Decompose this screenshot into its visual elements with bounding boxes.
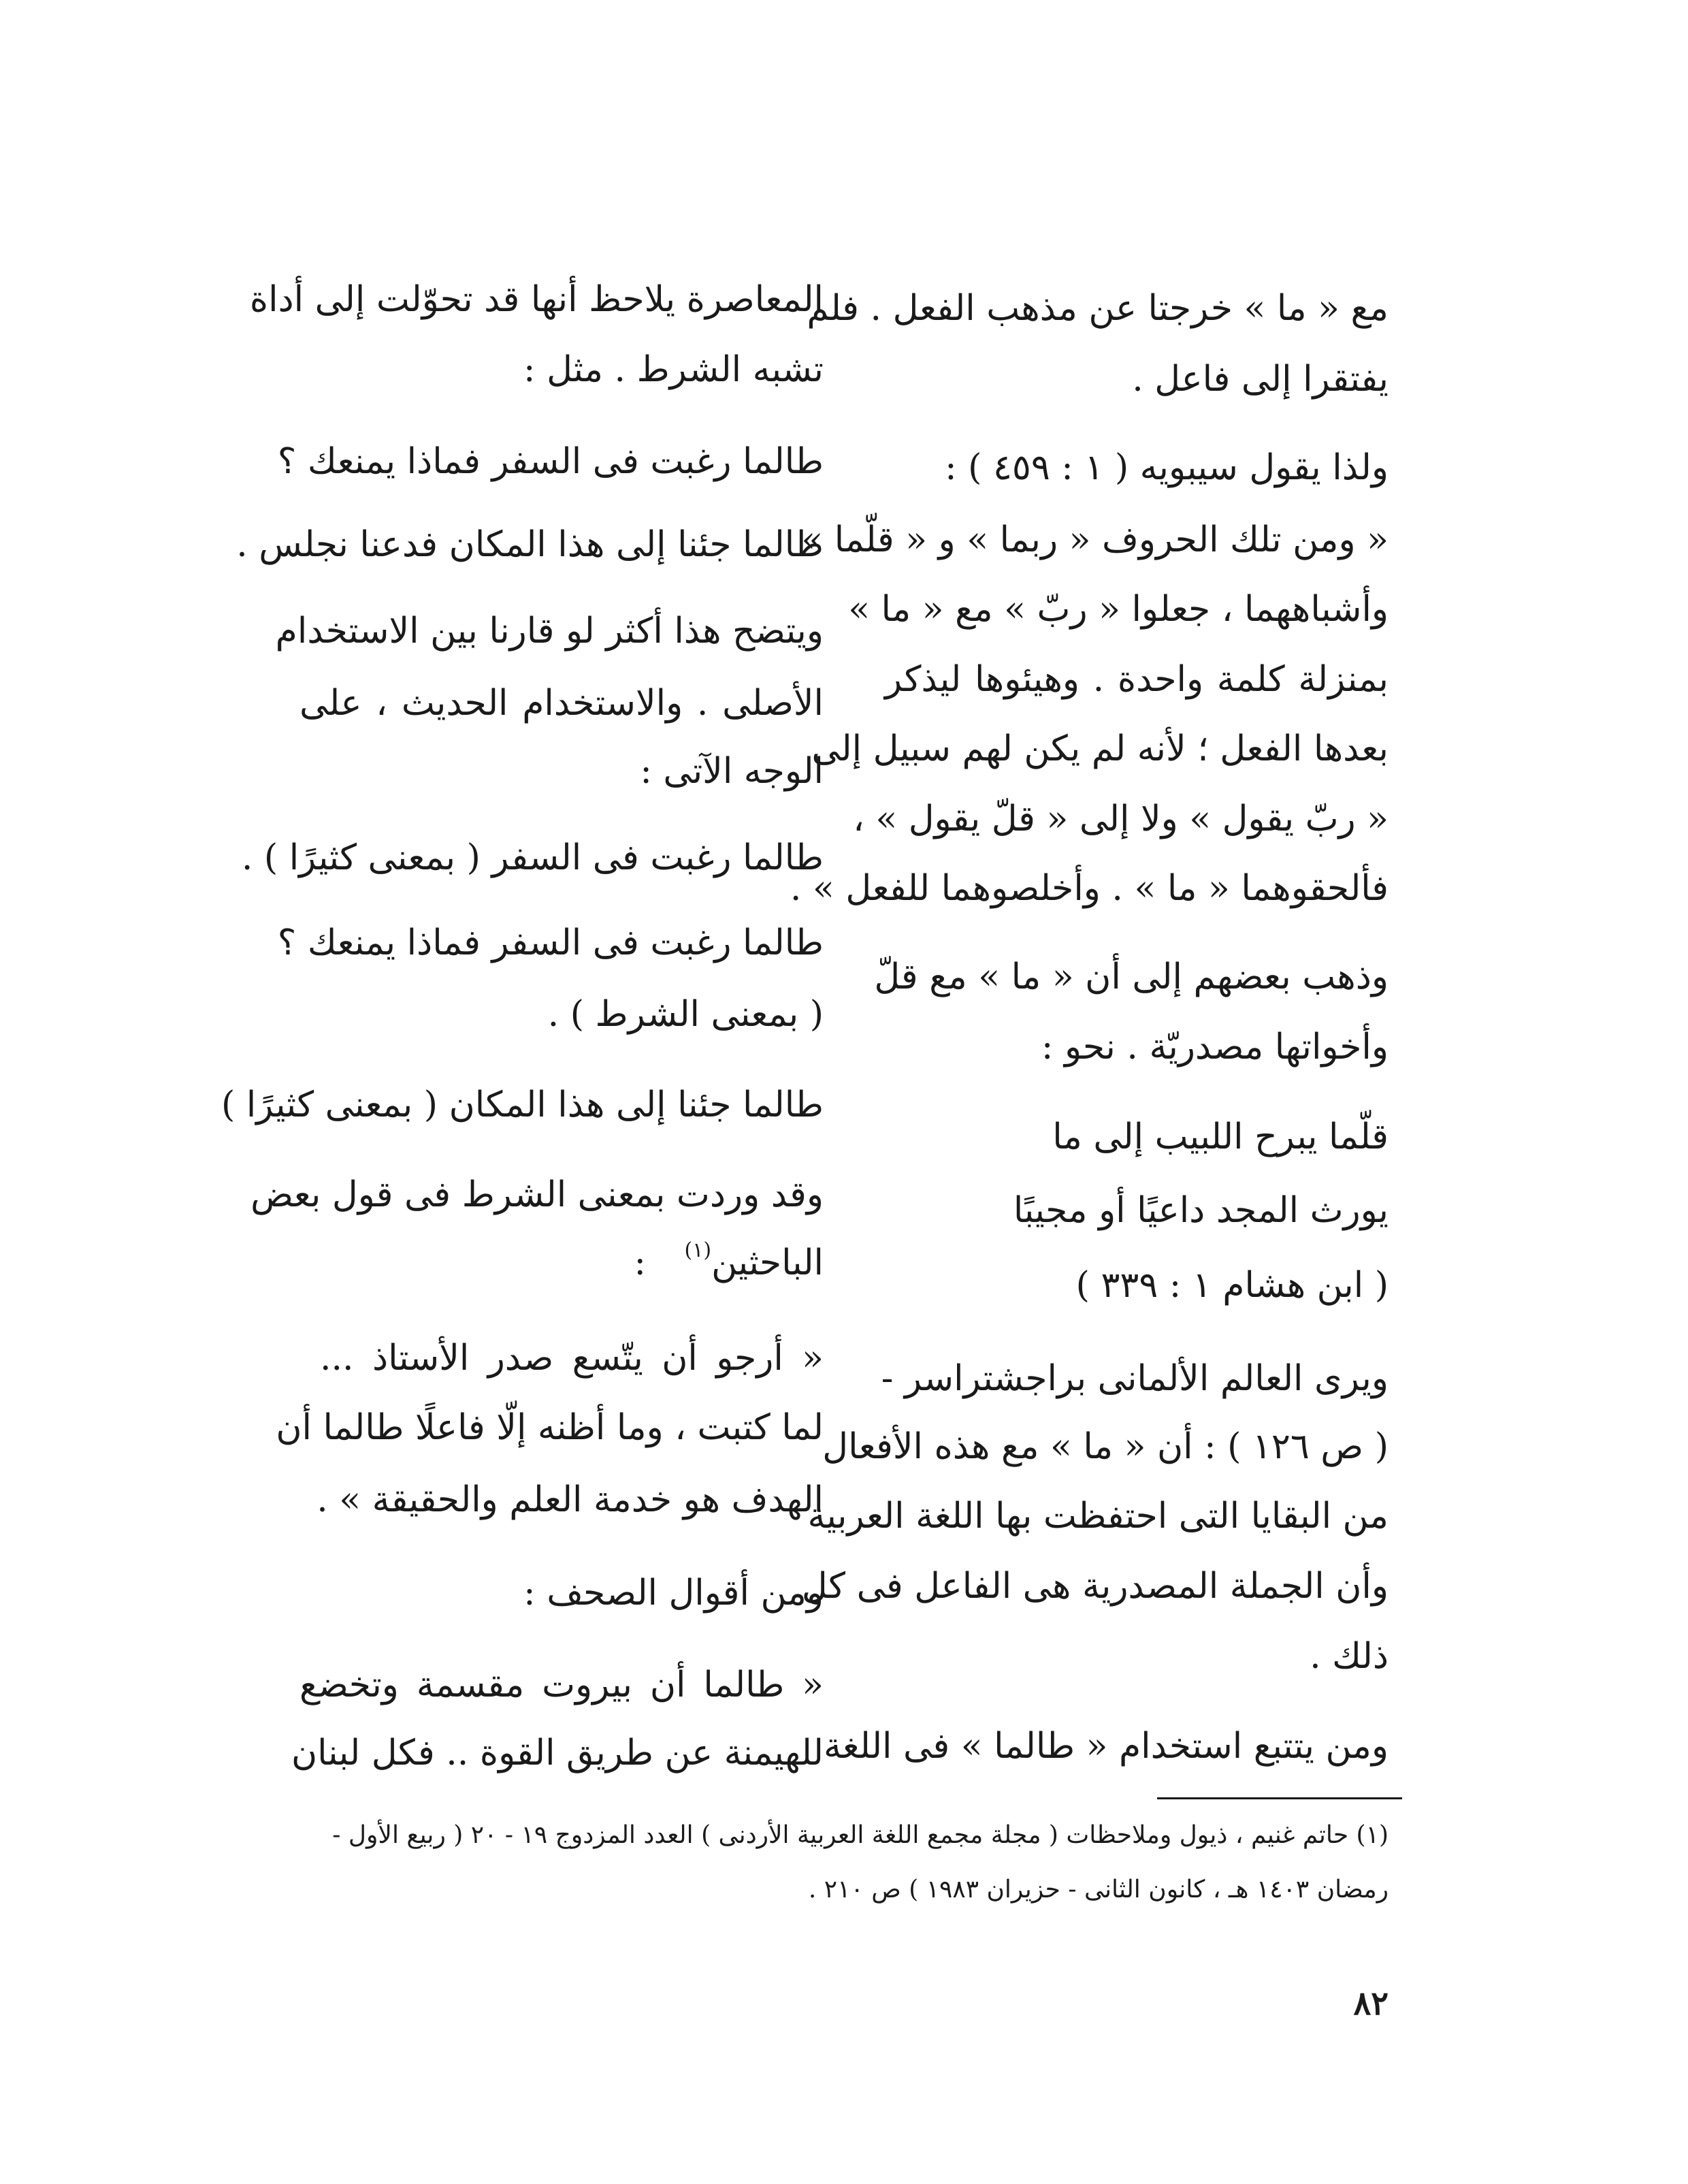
example-line: طالما رغبت فى السفر فماذا يمنعك ؟ <box>277 441 824 482</box>
page-number: ٨٢ <box>1353 1985 1389 2023</box>
quote-line: « طالما أن بيروت مقسمة وتخضع <box>299 1665 824 1705</box>
quote-line: « أرجو أن يتّسع صدر الأستاذ ... <box>320 1338 824 1379</box>
footnote-line: رمضان ١٤٠٣ هـ ، كانون الثانى - حزيران ١٩٨٣ ) ص ٢١٠ . <box>808 1876 1389 1904</box>
text-line: وأشباههما ، جعلوا « ربّ » مع « ما » <box>848 589 1389 630</box>
colon: : <box>634 1242 646 1283</box>
text-line: وذهب بعضهم إلى أن « ما » مع قلّ <box>874 957 1389 997</box>
text-line: فألحقوهما « ما » . وأخلصوهما للفعل » . <box>790 868 1389 909</box>
verse-line: قلّما يبرح اللبيب إلى ما <box>1052 1117 1389 1157</box>
text-line: الأصلى . والاستخدام الحديث ، على <box>299 683 824 724</box>
footnote-line: (١) حاتم غنيم ، ذيول وملاحظات ( مجلة مجمع اللغة العربية الأردنى ) العدد المزدوج ١٩ - ٢٠ ( ربيع الأول - <box>332 1821 1389 1849</box>
text-line: ويرى العالم الألمانى براجشتراسر - <box>881 1358 1389 1399</box>
example-line: ( بمعنى الشرط ) . <box>547 994 824 1035</box>
text-line: « ومن تلك الحروف « ربما » و « قلّما » <box>801 519 1389 560</box>
left-column <box>221 0 824 2184</box>
text-line: تشبه الشرط . مثل : <box>523 349 824 390</box>
text-line: ومن أقوال الصحف : <box>523 1573 824 1613</box>
text-line: المعاصرة يلاحظ أنها قد تحوّلت إلى أداة <box>249 279 824 320</box>
text-line: ويتضح هذا أكثر لو قارنا بين الاستخدام <box>275 611 824 652</box>
example-line: طالما رغبت فى السفر فماذا يمنعك ؟ <box>277 922 824 963</box>
example-line: طالما جئنا إلى هذا المكان ( بمعنى كثيرًا ) <box>221 1085 824 1125</box>
text-line: « ربّ يقول » ولا إلى « قلّ يقول » ، <box>853 799 1389 839</box>
text-line: بمنزلة كلمة واحدة . وهيئوها ليذكر <box>885 659 1389 700</box>
text-line: بعدها الفعل ؛ لأنه لم يكن لهم سبيل إلى <box>811 728 1389 769</box>
example-line: طالما جئنا إلى هذا المكان فدعنا نجلس . <box>236 524 824 565</box>
text-line: مع « ما » خرجتا عن مذهب الفعل . فلم <box>807 288 1389 329</box>
footnote-rule <box>1157 1797 1402 1799</box>
quote-line: الهدف هو خدمة العلم والحقيقة » . <box>316 1479 824 1520</box>
verse-line: يورث المجد داعيًا أو مجيبًا <box>1013 1190 1389 1231</box>
text-line: وأخواتها مصدريّة . نحو : <box>1041 1027 1389 1067</box>
text-line: الوجه الآتى : <box>640 751 824 792</box>
text-fragment: الباحثين <box>711 1242 824 1283</box>
text-line: يفتقرا إلى فاعل . <box>1132 359 1389 400</box>
example-line: طالما رغبت فى السفر ( بمعنى كثيرًا ) . <box>241 837 824 878</box>
text-line: ومن يتتبع استخدام « طالما » فى اللغة <box>824 1726 1389 1767</box>
quote-line: لما كتبت ، وما أظنه إلّا فاعلًا طالما أن <box>276 1407 824 1448</box>
footnote-marker: (١) <box>684 1238 712 1262</box>
quote-line: للهيمنة عن طريق القوة .. فكل لبنان <box>291 1733 824 1773</box>
text-line: وأن الجملة المصدرية هى الفاعل فى كل <box>801 1566 1389 1607</box>
citation-line: ( ابن هشام ١ : ٣٣٩ ) <box>1075 1265 1389 1306</box>
text-line: ولذا يقول سيبويه ( ١ : ٤٥٩ ) : <box>945 447 1389 488</box>
text-line: ذلك . <box>1310 1636 1389 1677</box>
text-line: وقد وردت بمعنى الشرط فى قول بعض <box>250 1174 824 1215</box>
text-line: من البقايا التى احتفظت بها اللغة العربية <box>807 1496 1389 1537</box>
text-line <box>299 1239 824 1292</box>
text-line: ( ص ١٢٦ ) : أن « ما » مع هذه الأفعال <box>822 1426 1389 1467</box>
